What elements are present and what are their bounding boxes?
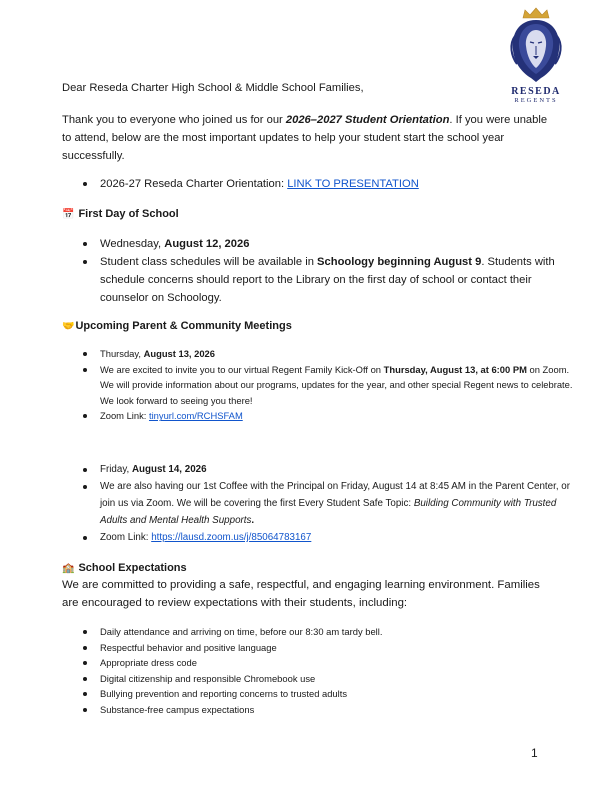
meeting-2-list (62, 461, 580, 546)
list-item: Appropriate dress code (100, 655, 580, 671)
page-number: 1 (531, 746, 538, 760)
list-item: Substance-free campus expectations (100, 702, 580, 718)
meeting-1-list (62, 346, 580, 424)
expectations-list (62, 624, 580, 718)
list-item (100, 408, 580, 424)
zoom-link-coffee[interactable]: https://lausd.zoom.us/j/85064783167 (151, 532, 312, 543)
meeting-1-desc: We are excited to invite you to our virtual Regent Family Kick-Off on (100, 363, 384, 375)
zoom-link-kickoff[interactable]: tinyurl.com/RCHSFAM (148, 410, 243, 422)
list-item (100, 362, 580, 409)
meeting-2-desc: We are also having our 1st Coffee with the Principal on Friday, August 14 at 8:45 AM in the Parent Center, or join us via Zoom. We will be covering the first Every Student Safe Topic: (100, 481, 570, 509)
list-item: Bullying prevention and reporting concerns to trusted adults (100, 686, 580, 702)
orientation-list (62, 175, 580, 193)
list-item: Respectful behavior and positive language (100, 640, 580, 656)
meeting-2-topic: Building Community with Trusted Adults and Mental Health Supports (100, 498, 557, 526)
orientation-title: 2026–2027 Student Orientation (285, 114, 450, 126)
schedule-text-continued: . Students with schedule concerns should report to the Library on the first day of school or contact their counselor on Schoology. (100, 256, 555, 304)
schedule-text: Student class schedules will be available in (100, 256, 318, 268)
expectations-intro: We are committed to providing a safe, respectful, and engaging learning environment. Families are encouraged to review expectations with their students, including: (62, 579, 540, 609)
first-day-weekday: Wednesday, (100, 238, 165, 250)
greeting: Dear Reseda Charter High School & Middle School Families, (62, 82, 364, 94)
section-heading-first-day (62, 207, 179, 222)
list-item: Daily attendance and arriving on time, before our 8:30 am tardy bell. (100, 624, 580, 640)
list-item (100, 235, 580, 253)
meeting-1-date: August 13, 2026 (143, 348, 215, 359)
list-item (100, 253, 580, 307)
meeting-1-desc-continued: on Zoom. We will provide information about our programs, updates for the year, and other special Regent news to celebrate. We look forward to seeing you there! (100, 363, 573, 406)
lion-crest-icon (505, 6, 567, 86)
schedule-highlight: Schoology beginning August 9 (317, 256, 482, 268)
orientation-label: 2026-27 Reseda Charter Orientation: (100, 178, 288, 190)
list-item (100, 346, 580, 362)
intro-paragraph (62, 111, 552, 165)
intro-text-continued: . If you were unable to attend, below are the most important updates to help your student start the school year successfully. (62, 114, 548, 162)
list-item (100, 461, 580, 478)
meetings-heading: Upcoming Parent & Community Meetings (75, 320, 292, 332)
list-item (100, 175, 580, 193)
meeting-2-weekday: Friday, (100, 464, 132, 475)
handshake-icon: 🤝 (62, 321, 75, 332)
first-day-heading: First Day of School (78, 208, 179, 220)
meeting-2-date: August 14, 2026 (131, 464, 207, 475)
first-day-date: August 12, 2026 (164, 238, 250, 250)
zoom-label: Zoom Link: (100, 532, 152, 543)
meeting-1-time: Thursday, August 13, at 6:00 PM (383, 363, 527, 375)
zoom-label: Zoom Link: (100, 410, 149, 422)
list-item: Digital citizenship and responsible Chromebook use (100, 671, 580, 687)
presentation-link[interactable]: LINK TO PRESENTATION (287, 178, 419, 190)
calendar-icon: 📅 (62, 209, 75, 220)
logo-text-reseda: RESEDA (511, 86, 561, 97)
expectations-heading: School Expectations (78, 562, 187, 574)
section-heading-meetings (62, 319, 292, 334)
first-day-list (62, 235, 580, 307)
meeting-1-weekday: Thursday, (100, 348, 144, 359)
list-item (100, 478, 580, 529)
school-icon: 🏫 (62, 563, 75, 574)
section-heading-expectations (62, 561, 187, 576)
intro-text: Thank you to everyone who joined us for our (62, 114, 286, 126)
logo-text-regents: REGENTS (514, 97, 558, 104)
list-item (100, 529, 580, 546)
meeting-2-desc-end: . (251, 515, 255, 526)
